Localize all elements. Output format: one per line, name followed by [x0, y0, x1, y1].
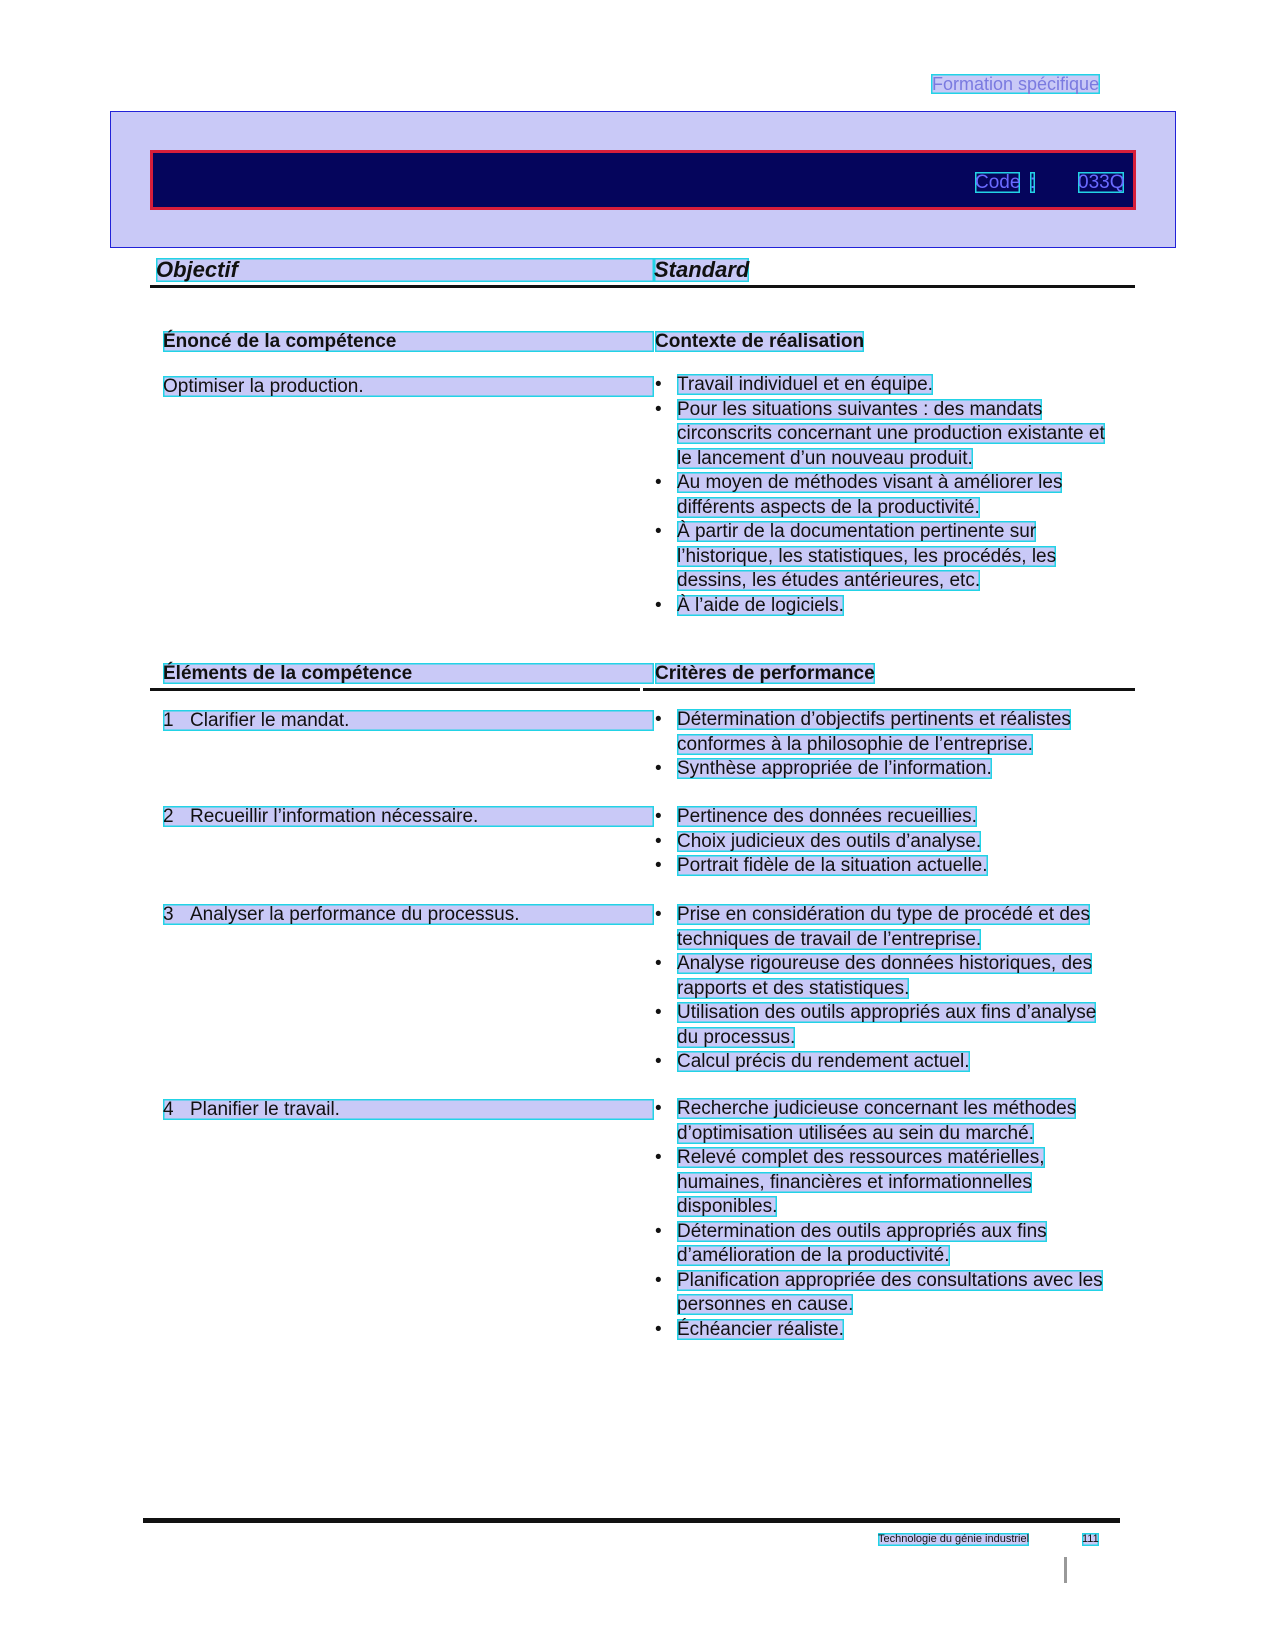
list-item: • Utilisation des outils appropriés aux fins d’analyse du processus.	[655, 1001, 1120, 1050]
list-item: • Prise en considération du type de procédé et des techniques de travail de l’entreprise.	[655, 903, 1120, 952]
element-number: 3	[163, 904, 174, 925]
list-item: • Synthèse appropriée de l’information.	[655, 757, 1120, 782]
list-item: • Pour les situations suivantes : des mandats circonscrits concernant une production existante et le lancement d’un nouveau produit.	[655, 398, 1120, 472]
list-item: • Calcul précis du rendement actuel.	[655, 1050, 1120, 1075]
criteria-list-3	[655, 903, 1120, 1075]
list-item: • Échéancier réaliste.	[655, 1318, 1120, 1343]
element-label: Planifier le travail.	[190, 1099, 340, 1120]
contexte-heading: Contexte de réalisation	[655, 331, 865, 352]
column-heading-standard: Standard	[654, 257, 750, 282]
list-item: • Choix judicieux des outils d’analyse.	[655, 830, 1120, 855]
element-item-4	[163, 1099, 654, 1120]
code-value: 033Q	[1078, 172, 1125, 193]
enonce-heading: Énoncé de la compétence	[163, 331, 654, 352]
criteres-heading: Critères de performance	[655, 663, 875, 684]
element-number: 2	[163, 806, 174, 827]
contexte-list	[655, 373, 1120, 618]
column-heading-objectif: Objectif	[156, 258, 654, 282]
element-item-3	[163, 904, 654, 925]
list-item: • Analyse rigoureuse des données historiques, des rapports et des statistiques.	[655, 952, 1120, 1001]
footer-text: Technologie du génie industriel	[878, 1533, 1030, 1545]
list-item: • Détermination d’objectifs pertinents et réalistes conformes à la philosophie de l’entreprise.	[655, 708, 1120, 757]
element-label: Analyser la performance du processus.	[190, 904, 520, 925]
element-label: Recueillir l’information nécessaire.	[190, 806, 479, 827]
criteria-list-4	[655, 1097, 1120, 1342]
list-item: • Pertinence des données recueillies.	[655, 805, 1120, 830]
list-item: • Portrait fidèle de la situation actuelle.	[655, 854, 1120, 879]
divider-gap	[640, 688, 643, 691]
footer-rule	[143, 1518, 1120, 1523]
enonce-text: Optimiser la production.	[163, 376, 654, 397]
page-number: 111	[1082, 1533, 1099, 1545]
divider-rule	[150, 285, 1135, 288]
list-item: • Détermination des outils appropriés aux fins d’amélioration de la productivité.	[655, 1220, 1120, 1269]
criteria-list-2	[655, 805, 1120, 879]
code-separator: :	[1030, 172, 1036, 193]
list-item: • Relevé complet des ressources matérielles, humaines, financières et informationnelles disponibles.	[655, 1146, 1120, 1220]
element-item-2	[163, 806, 654, 827]
list-item: • Au moyen de méthodes visant à améliorer les différents aspects de la productivité.	[655, 471, 1120, 520]
elements-heading: Éléments de la compétence	[163, 663, 654, 684]
element-label: Clarifier le mandat.	[190, 710, 350, 731]
list-item: • Recherche judicieuse concernant les méthodes d’optimisation utilisées au sein du marché.	[655, 1097, 1120, 1146]
code-label: Code	[975, 172, 1021, 193]
list-item: • Travail individuel et en équipe.	[655, 373, 1120, 398]
element-item-1	[163, 710, 654, 731]
list-item: • Planification appropriée des consultations avec les personnes en cause.	[655, 1269, 1120, 1318]
criteria-list-1	[655, 708, 1120, 782]
element-number: 1	[163, 710, 174, 731]
list-item: • À partir de la documentation pertinente sur l’historique, les statistiques, les procédés, les dessins, les études antérieures, etc.	[655, 520, 1120, 594]
list-item: • À l’aide de logiciels.	[655, 594, 1120, 619]
element-number: 4	[163, 1099, 174, 1120]
footer-mark	[1064, 1557, 1067, 1583]
page-header-label: Formation spécifique	[932, 74, 1100, 94]
